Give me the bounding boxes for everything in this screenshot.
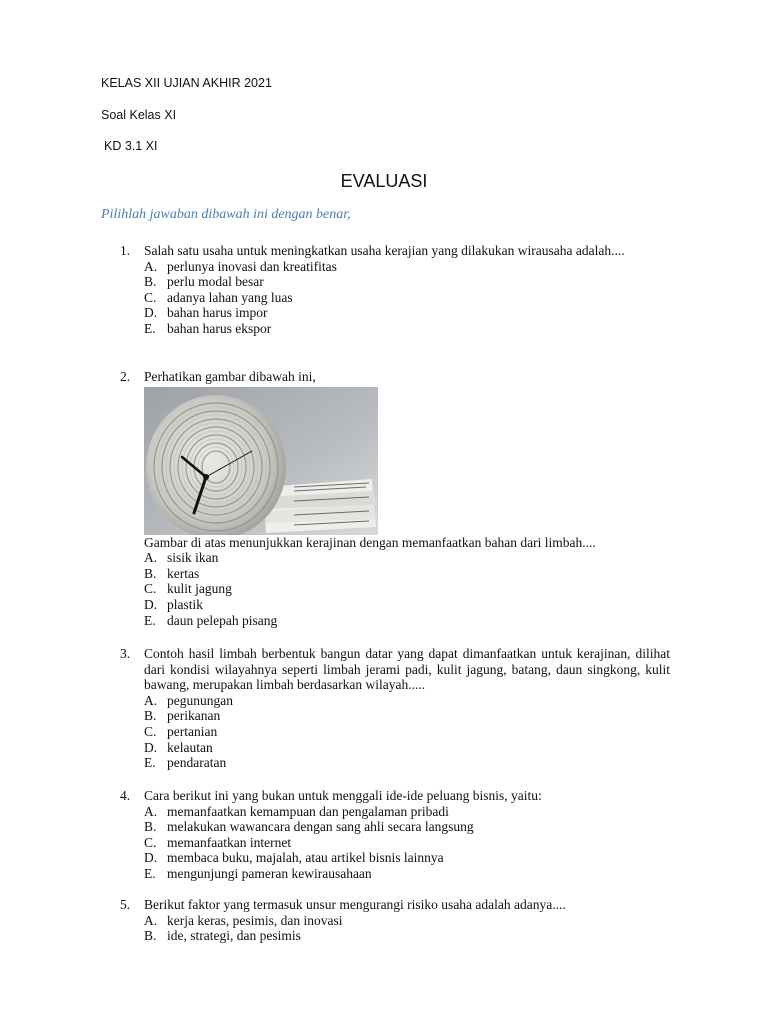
option-c[interactable]: [144, 835, 670, 851]
question-number: 3.: [120, 646, 131, 661]
option-text: perlu modal besar: [167, 274, 264, 290]
option-letter: D.: [144, 850, 158, 866]
option-a[interactable]: [144, 550, 670, 566]
option-letter: B.: [144, 819, 157, 835]
option-b[interactable]: [144, 708, 670, 724]
option-e[interactable]: [144, 321, 670, 337]
option-text: perlunya inovasi dan kreatifitas: [167, 258, 337, 274]
option-text: ide, strategi, dan pesimis: [167, 928, 301, 944]
option-letter: A.: [144, 692, 158, 708]
header-class-line: KELAS XII UJIAN AKHIR 2021: [101, 76, 272, 90]
option-a[interactable]: [144, 693, 670, 709]
option-letter: D.: [144, 596, 158, 612]
option-e[interactable]: [144, 613, 670, 629]
option-text: bahan harus impor: [167, 305, 268, 321]
option-a[interactable]: [144, 804, 670, 820]
paper-clip-clock-image: [144, 387, 378, 535]
option-text: plastik: [167, 596, 203, 612]
question-5: [120, 897, 670, 944]
question-3: [120, 646, 670, 771]
options-list: [144, 693, 670, 771]
option-letter: A.: [144, 803, 158, 819]
option-c[interactable]: [144, 724, 670, 740]
option-text: bahan harus ekspor: [167, 320, 272, 336]
option-text: memanfaatkan internet: [167, 834, 292, 850]
newspaper-clock-picture: [144, 387, 378, 535]
question-2: [120, 369, 670, 628]
option-text: pegunungan: [167, 692, 233, 708]
question-1: [120, 243, 670, 337]
header-kd-line: KD 3.1 XI: [104, 139, 158, 153]
option-text: perikanan: [167, 708, 221, 724]
question-text: Contoh hasil limbah berbentuk bangun datar yang dapat dimanfaatkan untuk kerajinan, dilihat dari kondisi wilayahnya seperti limbah jerami padi, kulit jagung, batang, daun singkong, kulit bawang, merupakan limbah berdasarkan wilayah.....: [144, 646, 670, 693]
option-letter: B.: [144, 928, 157, 944]
question-number: 4.: [120, 788, 131, 803]
question-text: Salah satu usaha untuk meningkatkan usaha kerajian yang dilakukan wirausaha adalah....: [144, 243, 625, 258]
options-list: [144, 550, 670, 628]
option-d[interactable]: [144, 597, 670, 613]
option-text: memanfaatkan kemampuan dan pengalaman pribadi: [167, 803, 449, 819]
option-text: kelautan: [167, 739, 213, 755]
woven-disc: [146, 395, 286, 535]
options-list: [144, 259, 670, 337]
option-b[interactable]: [144, 566, 670, 582]
option-text: pendaratan: [167, 755, 227, 771]
option-text: daun pelepah pisang: [167, 612, 278, 628]
option-letter: D.: [144, 305, 158, 321]
question-number: 5.: [120, 897, 131, 912]
options-list: [144, 804, 670, 882]
option-text: mengunjungi pameran kewirausahaan: [167, 865, 372, 881]
option-text: pertanian: [167, 723, 218, 739]
option-text: melakukan wawancara dengan sang ahli secara langsung: [167, 819, 474, 835]
option-letter: C.: [144, 723, 157, 739]
option-b[interactable]: [144, 274, 670, 290]
option-letter: B.: [144, 565, 157, 581]
question-number: 1.: [120, 243, 131, 258]
option-letter: B.: [144, 274, 157, 290]
option-letter: E.: [144, 755, 156, 771]
option-text: kulit jagung: [167, 581, 232, 597]
option-text: adanya lahan yang luas: [167, 289, 293, 305]
option-text: membaca buku, majalah, atau artikel bisnis lainnya: [167, 850, 444, 866]
question-text-2: Gambar di atas menunjukkan kerajinan dengan memanfaatkan bahan dari limbah....: [144, 534, 596, 550]
option-letter: E.: [144, 612, 156, 628]
option-a[interactable]: [144, 259, 670, 275]
question-text: Perhatikan gambar dibawah ini,: [144, 369, 316, 384]
instruction-text: Pilihlah jawaban dibawah ini dengan benar,: [101, 207, 351, 222]
option-text: kerja keras, pesimis, dan inovasi: [167, 912, 343, 928]
option-letter: E.: [144, 320, 156, 336]
option-letter: A.: [144, 912, 158, 928]
option-c[interactable]: [144, 290, 670, 306]
option-letter: C.: [144, 581, 157, 597]
question-4: [120, 788, 670, 882]
option-letter: C.: [144, 834, 157, 850]
option-e[interactable]: [144, 866, 670, 882]
header-subject-line: Soal Kelas XI: [101, 108, 177, 122]
option-a[interactable]: [144, 913, 670, 929]
option-e[interactable]: [144, 755, 670, 771]
option-d[interactable]: [144, 740, 670, 756]
question-text: Berikut faktor yang termasuk unsur mengurangi risiko usaha adalah adanya....: [144, 897, 566, 912]
option-text: kertas: [167, 565, 200, 581]
question-text: Cara berikut ini yang bukan untuk menggali ide-ide peluang bisnis, yaitu:: [144, 788, 542, 803]
option-letter: E.: [144, 865, 156, 881]
option-c[interactable]: [144, 581, 670, 597]
option-b[interactable]: [144, 819, 670, 835]
option-b[interactable]: [144, 928, 670, 944]
option-d[interactable]: [144, 305, 670, 321]
option-letter: D.: [144, 739, 158, 755]
option-text: sisik ikan: [167, 550, 219, 566]
option-d[interactable]: [144, 850, 670, 866]
option-letter: C.: [144, 289, 157, 305]
question-number: 2.: [120, 369, 131, 384]
options-list: [144, 913, 670, 944]
option-letter: A.: [144, 550, 158, 566]
option-letter: B.: [144, 708, 157, 724]
option-letter: A.: [144, 258, 158, 274]
page-title: EVALUASI: [340, 171, 428, 191]
